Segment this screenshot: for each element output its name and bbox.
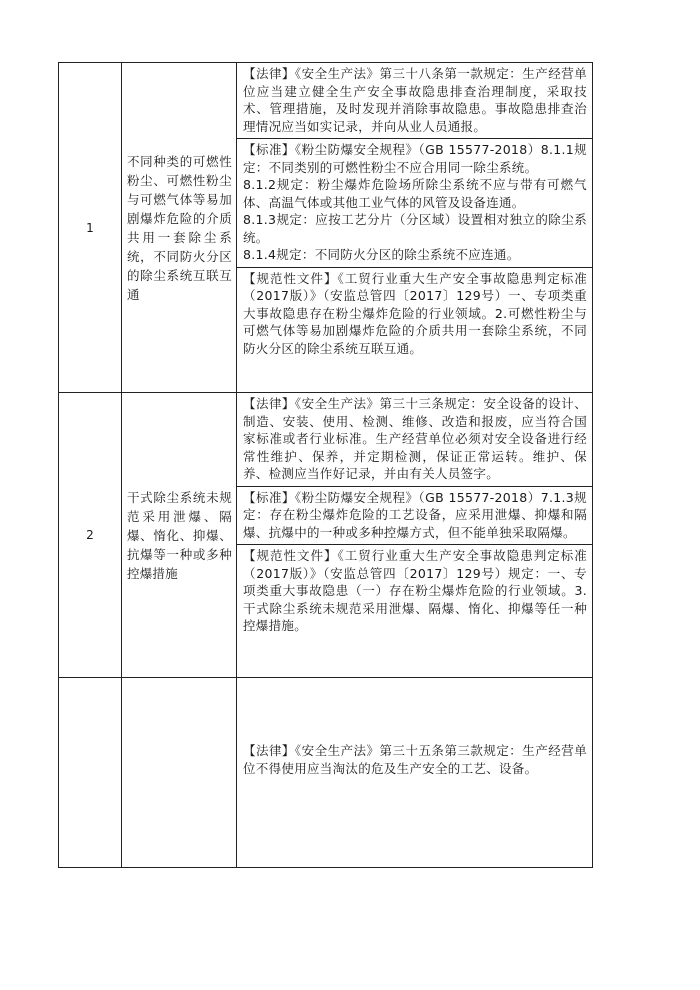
basis-paragraph: 【法律】《安全生产法》第三十八条第一款规定：生产经营单位应当建立健全生产安全事故隐患排查治理制度，采取技术、管理措施，及时发现并消除事故隐患。事故隐患排查治理情况应当如实记录，并向从业人员通报。 xyxy=(243,66,587,134)
legal-basis-law xyxy=(237,63,592,139)
basis-paragraph: 【法律】《安全生产法》第三十三条规定：安全设备的设计、制造、安装、使用、检测、维修、改造和报废，应当符合国家标准或者行业标准。生产经营单位必须对安全设备进行经常性维护、保养，并定期检测，保证正常运转。维护、保养、检测应当作好记录，并由有关人员签字。 xyxy=(243,396,587,481)
legal-basis-law xyxy=(237,678,592,780)
row-number: 2 xyxy=(59,393,122,678)
basis-paragraph: 【规范性文件】《工贸行业重大生产安全事故隐患判定标准（2017版）》（安监总管四〔2017〕129号）一、专项类重大事故隐患存在粉尘爆炸危险的行业领域。2.可燃性粉尘与可燃气体等易加剧爆炸危险的介质共用一套除尘系统，不同防火分区的除尘系统互联互通。 xyxy=(243,270,587,356)
basis-paragraph: 【标准】《粉尘防爆安全规程》（GB 15577-2018）7.1.3规定：存在粉尘爆炸危险的工艺设备，应采用泄爆、抑爆和隔爆、抗爆中的一种或多种控爆方式，但不能单独采取隔爆。 xyxy=(243,489,587,540)
legal-basis-standard xyxy=(237,487,592,546)
table-row xyxy=(59,678,593,868)
basis-paragraph: 【规范性文件】《工贸行业重大生产安全事故隐患判定标准（2017版）》（安监总管四〔2017〕129号）规定：一、专项类重大事故隐患（一）存在粉尘爆炸危险的行业领域。3.干式除尘系统未规范采用泄爆、隔爆、惰化、抑爆等任一种控爆措施。 xyxy=(243,548,587,633)
legal-basis-cell xyxy=(237,393,593,678)
legal-basis-standard xyxy=(237,139,592,268)
legal-basis-law xyxy=(237,393,592,487)
row-number xyxy=(59,678,122,868)
table-row xyxy=(59,393,593,678)
hazard-item: 干式除尘系统未规范采用泄爆、隔爆、惰化、抑爆、抗爆等一种或多种控爆措施 xyxy=(122,393,237,678)
legal-basis-cell xyxy=(237,63,593,393)
legal-basis-cell xyxy=(237,678,593,868)
legal-basis-normative-document xyxy=(237,545,592,638)
hazard-item xyxy=(122,678,237,868)
basis-paragraph: 【法律】《安全生产法》第三十五条第三款规定：生产经营单位不得使用应当淘汰的危及生产安全的工艺、设备。 xyxy=(243,743,587,776)
basis-paragraph: 8.1.2规定：粉尘爆炸危险场所除尘系统不应与带有可燃气体、高温气体或其他工业气体的风管及设备连通。 xyxy=(243,177,587,210)
hazard-regulation-table xyxy=(58,62,593,868)
hazard-item: 不同种类的可燃性粉尘、可燃性粉尘与可燃气体等易加剧爆炸危险的介质共用一套除尘系统，不同防火分区的除尘系统互联互通 xyxy=(122,63,237,393)
basis-paragraph: 8.1.3规定：应按工艺分片（分区域）设置相对独立的除尘系统。 xyxy=(243,212,587,245)
basis-paragraph: 8.1.4规定：不同防火分区的除尘系统不应连通。 xyxy=(243,247,520,262)
basis-paragraph: 【标准】《粉尘防爆安全规程》（GB 15577-2018）8.1.1规定：不同类别的可燃性粉尘不应合用同一除尘系统。 xyxy=(243,142,587,175)
row-number: 1 xyxy=(59,63,122,393)
legal-basis-normative-document xyxy=(237,268,592,361)
table-row xyxy=(59,63,593,393)
